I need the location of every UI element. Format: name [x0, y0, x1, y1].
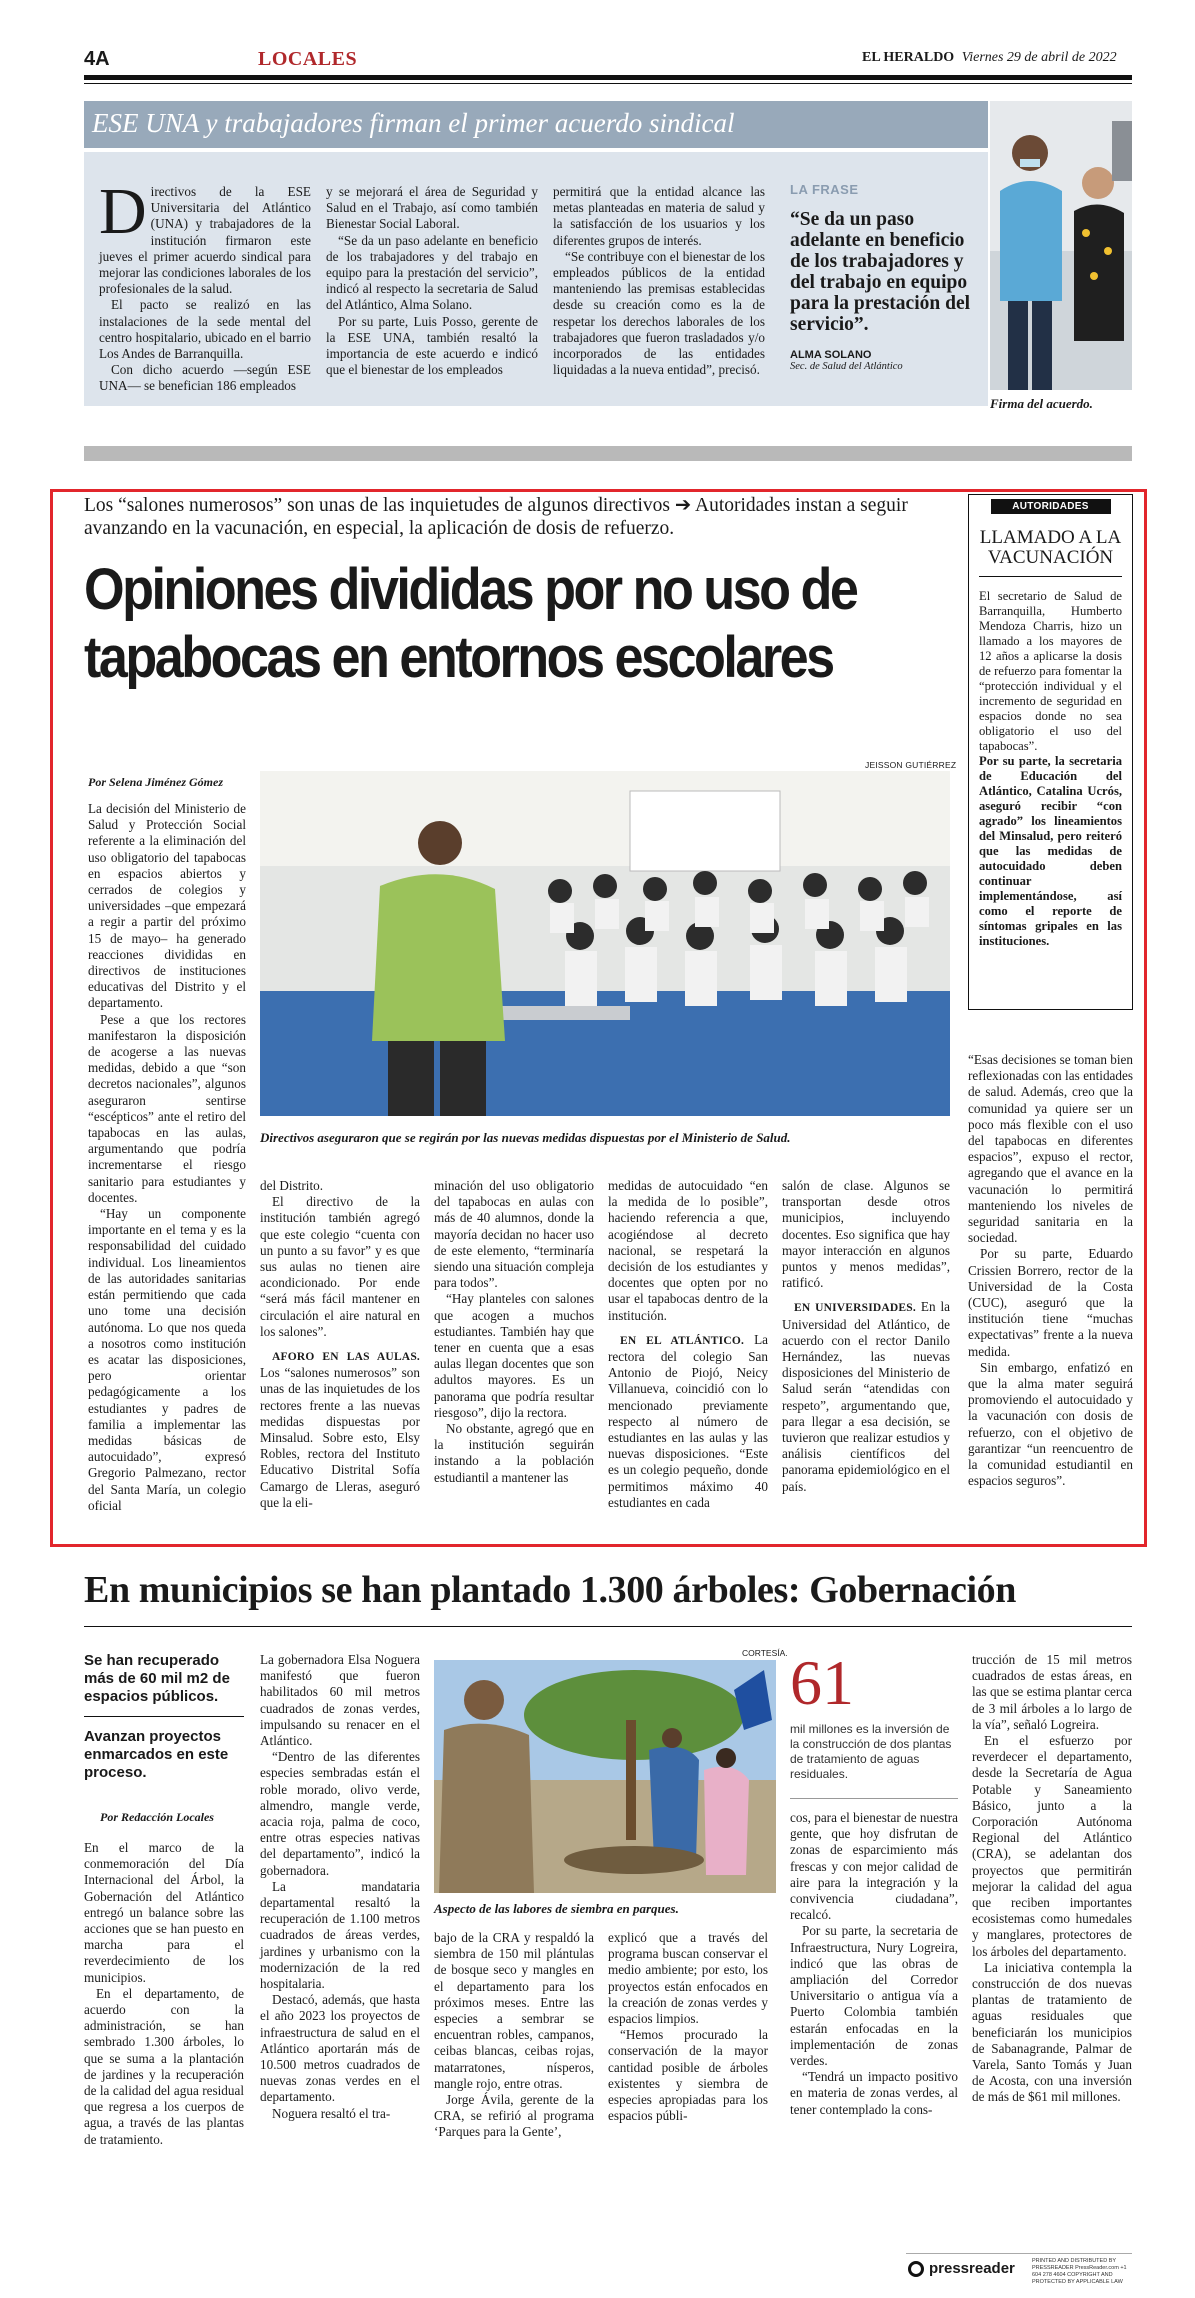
- bottom-photo-caption: Aspecto de las labores de siembra en parques.: [434, 1901, 679, 1916]
- summary-rule: [84, 1716, 244, 1717]
- issue-date: Viernes 29 de abril de 2022: [961, 50, 1117, 65]
- bottom-col-4: explicó que a través del programa buscan conservar el medio ambiente; por esto, los proyectos están enfocados en la creación de zonas verdes y espacios limpios. “Hemos procurado la conservación de la mayor cantidad posible de árboles existentes y siembra de especies apropiadas para los espacios públi-: [608, 1930, 768, 2124]
- header-rule: [84, 75, 1132, 80]
- bottom-col-2: La gobernadora Elsa Noguera manifestó que fueron habilitados 60 mil metros cuadrados de zonas verdes, impulsando su renacer en el Atlántico. “Dentro de las diferentes especies sembradas están el roble morado, olivo verde, almendro, mangle verde, acacia roja, palma de coco, entre otras especies nativas del departamento”, indicó la gobernadora. La mandataria departamental resaltó la recuperación de 1.100 metros cuadrados de áreas verdes, jardines y urbanismo con la modernización de la red hospitalaria. Destacó, además, que hasta el año 2023 los proyectos de infraestructura de salud en el Atlántico aportarán más de 10.500 metros cuadrados de nuevas zonas verdes en el departamento. Noguera resaltó el tra-: [260, 1652, 420, 2121]
- main-col-3: minación del uso obligatorio del tapabocas en aulas con más de 40 alumnos, donde la mayoría decidan no hacer uso de este elemento, “terminaría siendo una situación compleja para todos”. “Hay planteles con salones que acogen a muchos estudiantes. También hay que tener en cuenta que a esas aulas llegan docentes que son adultos mayores. Es un panorama que podría resultar riesgoso”, dijo la rectora. No obstante, agregó que en la institución seguirán instando a la población estudiantil a mantener las: [434, 1178, 594, 1485]
- page-number: 4A: [84, 48, 110, 70]
- big-number: 61: [790, 1647, 854, 1718]
- sidebar-box: [968, 494, 1133, 1010]
- quote-text: “Se da un paso adelante en beneficio de los trabajadores y del trabajo en equipo para la prestación del servicio”.: [790, 209, 971, 335]
- paper-name: EL HERALDO: [862, 50, 955, 65]
- signing-photo-art: [990, 101, 1132, 390]
- top-story-col-3: permitirá que la entidad alcance las metas planteadas en materia de salud y la satisfacción de los usuarios y los diferentes grupos de interés. “Se contribuye con el bienestar de los empleados públicos de la entidad manteniendo las premisas establecidas desde su creación como es la de respetar los derechos laborales de los trabajadores que fueron trasladados y/o incorporados de las entidades liquidadas a la nueva entidad”, precisó.: [553, 184, 765, 378]
- quote-box: [790, 182, 976, 372]
- summary-2: Avanzan proyectos enmarcados en este proceso.: [84, 1728, 229, 1781]
- bottom-headline: En municipios se han plantado 1.300 árboles: Gobernación: [84, 1569, 1016, 1611]
- main-deck: Los “salones numerosos” son unas de las inquietudes de algunos directivos ➔ Autoridades instan a seguir avanzando en la vacunación, en especial, la aplicación de dosis de refuerzo.: [84, 495, 908, 539]
- quote-author: ALMA SOLANO: [790, 349, 872, 361]
- top-headline-banner: [84, 101, 988, 148]
- bottom-photo: [434, 1660, 776, 1893]
- sidebar-text: El secretario de Salud de Barranquilla, Humberto Mendoza Charris, hizo un llamado a los mayores de 12 años a aplicarse la dosis de refuerzo para fomentar la “protección individual y el incremento de seguridad en espacios donde no sea obligatorio el uso del tapabocas”. Por su parte, la secretaria de Educación del Atlántico, Catalina Ucrós, aseguró recibir “con agrado” los lineamientos del Minsalud, pero reiteró que las medidas de autocuidado deben continuar implementándose, así como el reporte de síntomas gripales en las instituciones.: [979, 589, 1122, 948]
- pressreader-footer: [906, 2253, 1132, 2284]
- planting-photo-art: [434, 1660, 776, 1893]
- bottom-headline-rule: [84, 1626, 1132, 1627]
- big-number-rule: [790, 1798, 958, 1799]
- quote-label: LA FRASE: [790, 182, 859, 197]
- main-photo-caption: Directivos aseguraron que se regirán por las nuevas medidas dispuestas por el Ministerio de Salud.: [260, 1130, 791, 1145]
- bottom-col-5: cos, para el bienestar de nuestra gente, que hoy disfrutan de zonas de esparcimiento más frescas y con mejor calidad de aire para la integración y la convivencia ciudadana”, recalcó. Por su parte, la secretaria de Infraestructura, Nury Logreira, indicó que las obras de ampliación del Corredor Universitario o antigua vía a Puerto Colombia también estarán enfocadas en la implementación de zonas verdes. “Tendrá un impacto positivo en materia de zonas verdes, al tener contemplado la cons-: [790, 1810, 958, 2117]
- dropcap: D: [99, 175, 147, 248]
- sidebar-title: LLAMADO A LA VACUNACIÓN: [979, 527, 1122, 568]
- sidebar-tag: AUTORIDADES: [991, 499, 1111, 514]
- main-photo-credit: JEISSON GUTIÉRREZ: [865, 760, 957, 770]
- main-byline: Por Selena Jiménez Gómez: [88, 775, 223, 789]
- main-col-1: La decisión del Ministerio de Salud y Protección Social referente a la eliminación del uso obligatorio del tapabocas en espacios abiertos y cerrados de colegios y universidades –que empezará a regir a partir del próximo 15 de mayo– ha generado reacciones divididas en directivos de instituciones educativas del Distrito y el departamento. Pese a que los rectores manifestaron la disposición de acogerse a las nuevas medidas, debido a que “son decretos nacionales”, algunos aseguraron sentirse “escépticos” ante el retiro del tapabocas en las aulas, argumentando que podría incrementarse el riesgo sanitario para estudiantes y docentes. “Hay un componente importante en el tema y es la responsabilidad del cuidado individual. Los lineamientos de las autoridades sanitarias están permitiendo que cada uno tome una decisión autónoma. Lo que nos queda a nosotros como institución es acatar las disposiciones, pero orientar pedagógicamente a los estudiantes y padres de familia a implementar las medidas básicas de autocuidado”, expresó Gregorio Palmezano, rector del Santa María, un colegio oficial: [88, 801, 246, 1513]
- subhead-universidades: EN UNIVERSIDADES.: [794, 1302, 916, 1315]
- main-col-2: del Distrito. El directivo de la institución también agregó que este colegio “cuenta con un punto a su favor” y es que sus aulas no tienen aire acondicionado. Por ende “será más fácil mantener en circulación el aire natural en los salones”. AFORO EN LAS AULAS. Los “salones numerosos” son unas de las inquietudes de los rectores frente a las nuevas medidas dispuestas por Minsalud. Sobre esto, Elsy Robles, rectora del Instituto Educativo Distrital Sofía Camargo de Lleras, aseguró que la eli-: [260, 1178, 420, 1510]
- top-story-col-1: D irectivos de la ESE Universitaria del Atlántico (UNA) y trabajadores de la institución firmaron este jueves el primer acuerdo sindical para mejorar las condiciones laborales de los profesionales de la salud. El pacto se realizó en las instalaciones de la sede mental del centro hospitalario, ubicado en el barrio Los Andes de Barranquilla. Con dicho acuerdo —según ESE UNA— se benefician 186 empleados: [99, 175, 311, 394]
- section-name: LOCALES: [258, 48, 358, 70]
- bottom-col-1: En el marco de la conmemoración del Día Internacional del Árbol, la Gobernación del Atlántico entregó un balance sobre las acciones que se han puesto en marcha para el reverdecimiento de los municipios. En el departamento, de acuerdo con la administración, se han sembrado 1.300 árboles, lo que se suma a la plantación de jardines y la recuperación de la calidad del agua residual que regresa a los cuerpos de agua, a través de las plantas de tratamiento.: [84, 1840, 244, 2147]
- main-headline: Opiniones divididas por no uso de tapabocas en entornos escolares: [84, 557, 857, 690]
- top-story-photo: [990, 101, 1132, 390]
- pressreader-legal: PRINTED AND DISTRIBUTED BY PRESSREADER PressReader.com +1 604 278 4604 COPYRIGHT AND PROTECTED BY APPLICABLE LAW: [1032, 2258, 1127, 2285]
- masthead: [862, 50, 1117, 66]
- quote-role: Sec. de Salud del Atlántico: [790, 361, 903, 372]
- top-story-col-2: y se mejorará el área de Seguridad y Salud en el Trabajo, así como también Bienestar Social Laboral. “Se da un paso adelante en beneficio de los trabajadores y del trabajo en equipo para la prestación del servicio”, indicó al respecto la secretaria de Salud del Atlántico, Alma Solano. Por su parte, Luis Posso, gerente de la ESE UNA, también resaltó la importancia de este acuerdo e indicó que el bienestar de los empleados: [326, 184, 538, 378]
- main-col-6: “Esas decisiones se toman bien reflexionadas con las entidades de salud. Además, creo que la comunidad ya quiere ser un poco más flexible con el uso del tapabocas en diferentes espacios”, expuso el rector, agregando que el avance en la vacunación lo permitirá manteniendo los niveles de seguridad sanitaria en la sociedad. Por su parte, Eduardo Crissien Borrero, rector de la Universidad de la Costa (CUC), aseguró que la institución tiene “muchas expectativas” frente a la nueva medida. Sin embargo, enfatizó en que la alma mater seguirá promoviendo el autocuidado y la vacunación con dosis de refuerzo, con el objetivo de garantizar “un reencuentro de la comunidad estudiantil en espacios seguros”.: [968, 1052, 1133, 1489]
- header-rule-thin: [84, 83, 1132, 84]
- summary-1: Se han recuperado más de 60 mil m2 de espacios públicos.: [84, 1652, 230, 1705]
- top-photo-caption: Firma del acuerdo.: [990, 396, 1093, 411]
- top-headline: ESE UNA y trabajadores firman el primer acuerdo sindical: [92, 108, 735, 138]
- main-col-5: salón de clase. Algunos se transportan desde otros municipios, incluyendo docentes. Eso significa que hay mayor interacción en algunos puntos y menos medidas”, ratificó. EN UNIVERSIDADES. En la Universidad del Atlántico, de acuerdo con el rector Danilo Hernández, las nuevas disposiciones del Ministerio de Salud serán “atendidas con respeto”, argumentando que, para llegar a esa decisión, se tuvieron que realizar estudios y análisis científicos del panorama epidemiológico en el país.: [782, 1178, 951, 1494]
- bottom-photo-credit: CORTESÍA.: [742, 1648, 788, 1658]
- subhead-aforo: AFORO EN LAS AULAS.: [272, 1351, 420, 1364]
- subhead-atlantico: EN EL ATLÁNTICO.: [620, 1334, 745, 1347]
- bottom-col-3: bajo de la CRA y respaldó la siembra de 150 mil plántulas de bosque seco y mangles en el departamento para los próximos meses. Entre las especies a sembrar se encuentran robles, campanos, ceibas blancas, ceibas rojas, matarratones, nísperos, mangle rojo, entre otras. Jorge Ávila, gerente de la CRA, se refirió al programa ‘Parques para la Gente’,: [434, 1930, 594, 2140]
- pressreader-logo-icon: [908, 2261, 924, 2277]
- classroom-photo-art: [260, 771, 950, 1116]
- big-number-text: mil millones es la inversión de la construcción de dos plantas de tratamiento de aguas residuales.: [790, 1722, 952, 1781]
- main-col-4: medidas de autocuidado “en la medida de lo posible”, haciendo referencia a que, acogiéndose al decreto nacional, se respetará la decisión de los estudiantes y docentes que opten por no usar el tapabocas dentro de la institución. EN EL ATLÁNTICO. La rectora del colegio San Antonio de Piojó, Neicy Villanueva, coincidió con lo mencionado previamente respecto al número de estudiantes en las aulas y las nuevas disposiciones. “Este es un colegio pequeño, donde permitimos máximo 40 estudiantes en cada: [608, 1178, 768, 1510]
- main-photo: [260, 771, 950, 1116]
- bottom-col-6: trucción de 15 mil metros cuadrados de estas áreas, en las que se estima plantar cerca de 3 mil árboles a lo largo de la vía”, señaló Logreira. En el esfuerzo por reverdecer el departamento, desde la Secretaría de Agua Potable y Saneamiento Básico, junto a la Corporación Autónoma Regional del Atlántico (CRA), se adelantan dos proyectos que permitirán mejorar la calidad del agua que reciben importantes ecosistemas como humedales y manglares, protectores de los árboles del departamento. La iniciativa contempla la construcción de dos nuevas plantas de tratamiento de aguas residuales que beneficiarán los municipios de Sabanagrande, Palmar de Varela, Santo Tomás y Juan de Acosta, con una inversión de más de $61 mil millones.: [972, 1652, 1133, 2105]
- pressreader-brand: pressreader: [929, 2260, 1015, 2277]
- sidebar-title-rule: [979, 576, 1122, 577]
- section-divider: [84, 446, 1132, 461]
- bottom-byline: Por Redacción Locales: [100, 1810, 214, 1824]
